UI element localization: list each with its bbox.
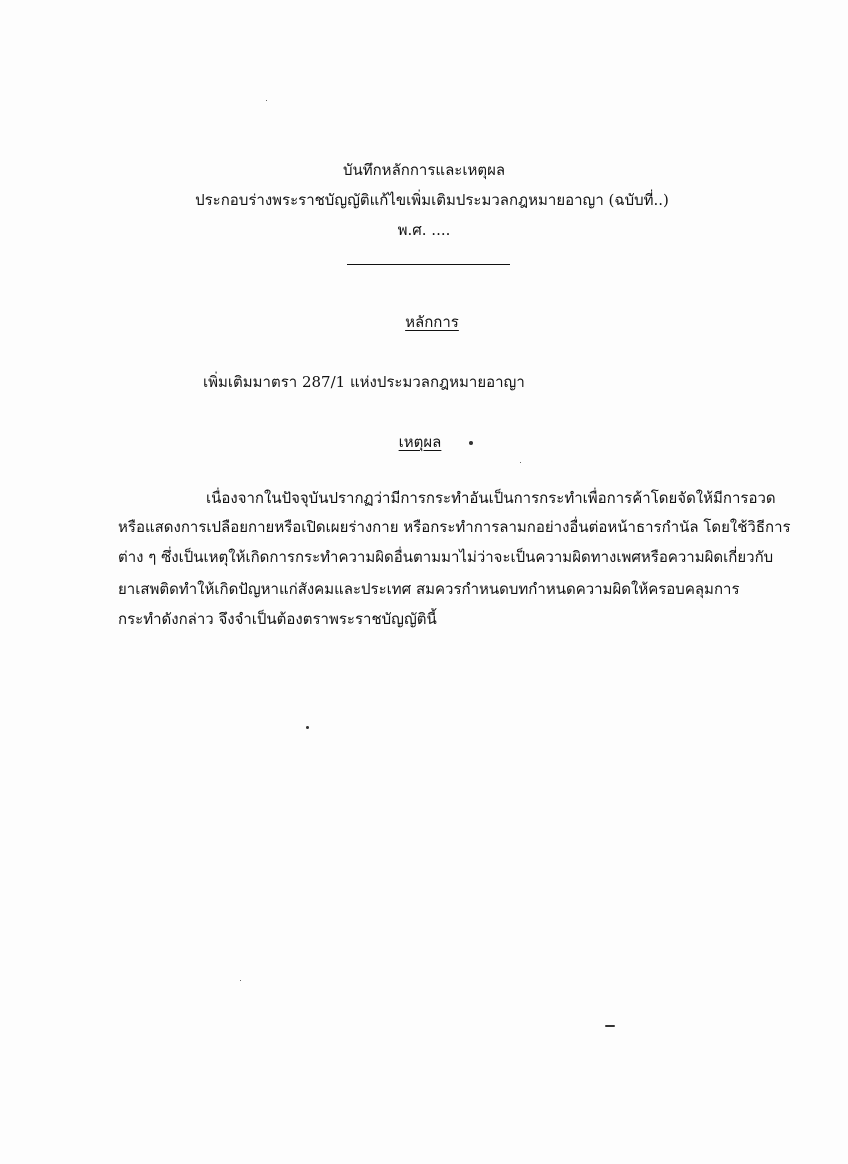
scan-speck — [306, 726, 309, 729]
scan-speck — [605, 1025, 615, 1027]
principle-text: เพิ่มเติมมาตรา 287/1 แห่งประมวลกฎหมายอาญา — [203, 373, 525, 391]
bill-title: ประกอบร่างพระราชบัญญัติแก้ไขเพิ่มเติมประมวลกฎหมายอาญา (ฉบับที่..) — [195, 191, 669, 209]
reason-line: ยาเสพติดทำให้เกิดปัญหาแก่สังคมและประเทศ สมควรกำหนดบทกำหนดความผิดให้ครอบคลุมการ — [118, 580, 740, 598]
scan-speck — [520, 462, 521, 463]
scan-speck — [469, 441, 473, 445]
reason-heading: เหตุผล — [398, 433, 442, 451]
scan-speck — [240, 980, 241, 981]
year-line: พ.ศ. .... — [397, 221, 451, 239]
reason-line: หรือแสดงการเปลือยกายหรือเปิดเผยร่างกาย หรือกระทำการลามกอย่างอื่นต่อหน้าธารกำนัล โดยใช้วิธีการ — [118, 518, 791, 536]
reason-line: กระทำดังกล่าว จึงจำเป็นต้องตราพระราชบัญญัตินี้ — [118, 610, 437, 628]
reason-line: ต่าง ๆ ซึ่งเป็นเหตุให้เกิดการกระทำความผิดอื่นตามมาไม่ว่าจะเป็นความผิดทางเพศหรือความผิดเกี่ยวกับ — [118, 548, 774, 566]
reason-line: เนื่องจากในปัจจุบันปรากฏว่ามีการกระทำอันเป็นการกระทำเพื่อการค้าโดยจัดให้มีการอวด — [206, 489, 776, 507]
memo-title: บันทึกหลักการและเหตุผล — [342, 161, 506, 179]
title-divider — [347, 264, 510, 265]
scan-speck — [266, 100, 267, 101]
principle-heading: หลักการ — [405, 313, 459, 331]
